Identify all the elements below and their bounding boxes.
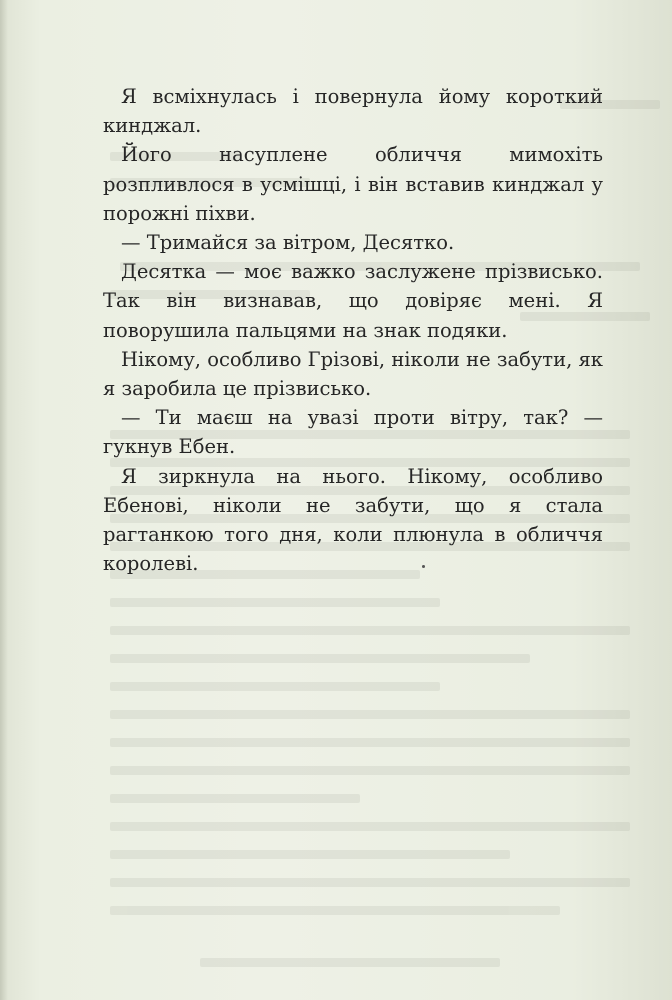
ink-speck [422, 565, 425, 568]
dialogue-line: — Тримайся за вітром, Десятко. [121, 231, 455, 255]
paragraph: Я зиркнула на нього. Нікому, особливо Ебенові, ніколи не забути, що я стала рагтанкою того дня, коли плюнула в обличчя королеві. [103, 464, 603, 576]
paragraph: Нікому, особливо Грізові, ніколи не забути, як я заробила це прізвисько. [103, 347, 603, 401]
paragraph: Я всміхнулась і повернула йому короткий кинджал. [103, 85, 603, 138]
paragraph: Його насуплене обличчя мимохіть розпливлося в усмішці, і він вставив кинджал у порожні піхви. [103, 143, 603, 225]
chapter-text [103, 82, 603, 578]
dialogue-line: — Ти маєш на увазі проти вітру, так? — гукнув Ебен. [103, 406, 603, 459]
page-edge-shadow [0, 0, 8, 1000]
paragraph: Десятка — моє важко заслужене прізвисько. Так він визнавав, що довіряє мені. Я поворушила пальцями на знак подяки. [103, 260, 603, 342]
